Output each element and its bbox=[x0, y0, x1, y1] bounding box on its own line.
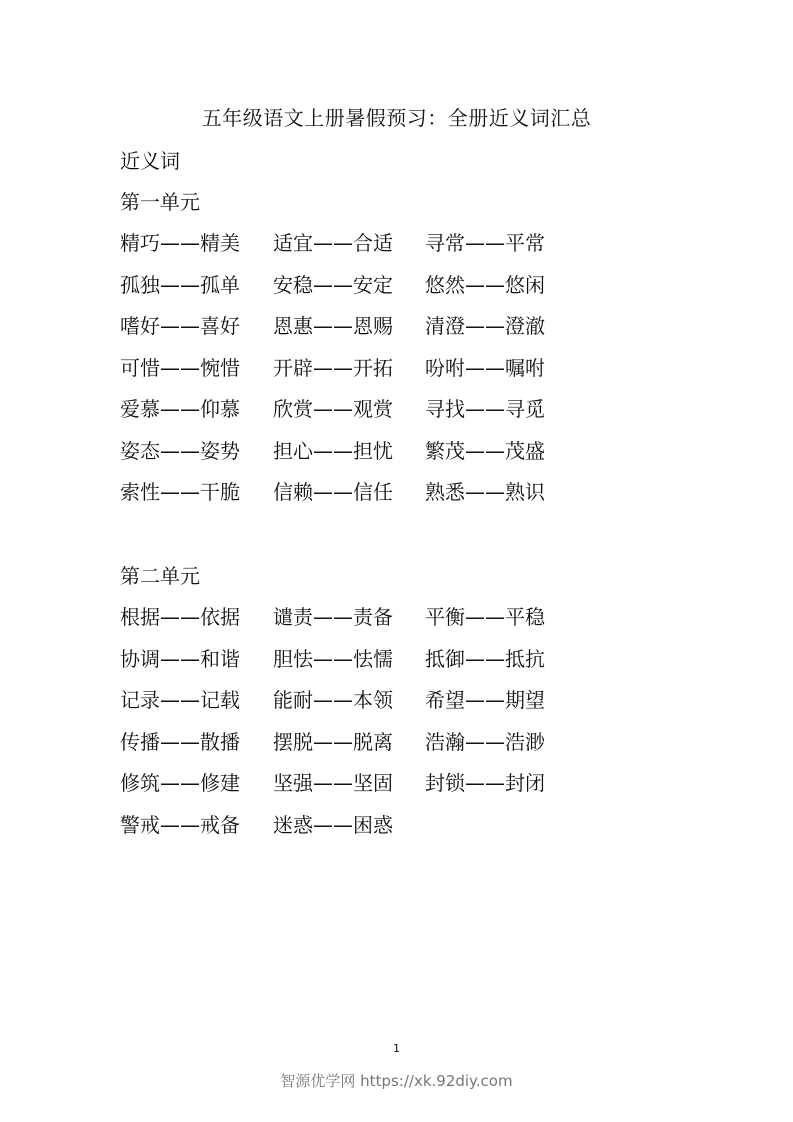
synonym-pair: 警戒——戒备 bbox=[120, 813, 240, 837]
synonym-pair: 恩惠——恩赐 bbox=[273, 314, 393, 338]
synonym-pair: 悠然——悠闲 bbox=[425, 273, 545, 297]
synonym-pair: 封锁——封闭 bbox=[425, 771, 545, 795]
synonym-pair: 爱慕——仰慕 bbox=[120, 397, 240, 421]
synonym-pair: 记录——记载 bbox=[120, 688, 240, 712]
synonym-pair: 开辟——开拓 bbox=[273, 356, 393, 380]
synonym-pair: 寻常——平常 bbox=[425, 231, 545, 255]
synonym-pair: 修筑——修建 bbox=[120, 771, 240, 795]
synonym-pair: 索性——干脆 bbox=[120, 480, 240, 504]
synonym-pair: 嗜好——喜好 bbox=[120, 314, 240, 338]
synonym-pair: 欣赏——观赏 bbox=[273, 397, 393, 421]
synonym-pair: 谴责——责备 bbox=[273, 605, 393, 629]
synonym-pair: 摆脱——脱离 bbox=[273, 730, 393, 754]
synonym-pair: 姿态——姿势 bbox=[120, 439, 240, 463]
synonym-pair: 浩瀚——浩渺 bbox=[425, 730, 545, 754]
synonym-pair: 熟悉——熟识 bbox=[425, 480, 545, 504]
section-heading: 近义词 bbox=[120, 149, 180, 173]
synonym-pair: 协调——和谐 bbox=[120, 647, 240, 671]
synonym-pair: 寻找——寻觅 bbox=[425, 397, 545, 421]
unit-heading: 第二单元 bbox=[120, 564, 200, 588]
synonym-pair: 平衡——平稳 bbox=[425, 605, 545, 629]
synonym-pair: 担心——担忧 bbox=[273, 439, 393, 463]
watermark: 智源优学网 https://xk.92diy.com bbox=[280, 1072, 513, 1090]
synonym-pair: 繁茂——茂盛 bbox=[425, 439, 545, 463]
synonym-pair: 可惜——惋惜 bbox=[120, 356, 240, 380]
synonym-pair: 吩咐——嘱咐 bbox=[425, 356, 545, 380]
unit-heading: 第一单元 bbox=[120, 190, 200, 214]
synonym-pair: 适宜——合适 bbox=[273, 231, 393, 255]
synonym-pair: 希望——期望 bbox=[425, 688, 545, 712]
synonym-pair: 根据——依据 bbox=[120, 605, 240, 629]
synonym-pair: 抵御——抵抗 bbox=[425, 647, 545, 671]
synonym-pair: 坚强——坚固 bbox=[273, 771, 393, 795]
synonym-pair: 安稳——安定 bbox=[273, 273, 393, 297]
synonym-pair: 精巧——精美 bbox=[120, 231, 240, 255]
synonym-pair: 清澄——澄澈 bbox=[425, 314, 545, 338]
page-title: 五年级语文上册暑假预习：全册近义词汇总 bbox=[201, 106, 592, 130]
synonym-pair: 孤独——孤单 bbox=[120, 273, 240, 297]
page-number: 1 bbox=[393, 1042, 400, 1055]
synonym-pair: 胆怯——怯懦 bbox=[273, 647, 393, 671]
synonym-pair: 能耐——本领 bbox=[273, 688, 393, 712]
synonym-pair: 信赖——信任 bbox=[273, 480, 393, 504]
synonym-pair: 迷惑——困惑 bbox=[273, 813, 393, 837]
synonym-pair: 传播——散播 bbox=[120, 730, 240, 754]
